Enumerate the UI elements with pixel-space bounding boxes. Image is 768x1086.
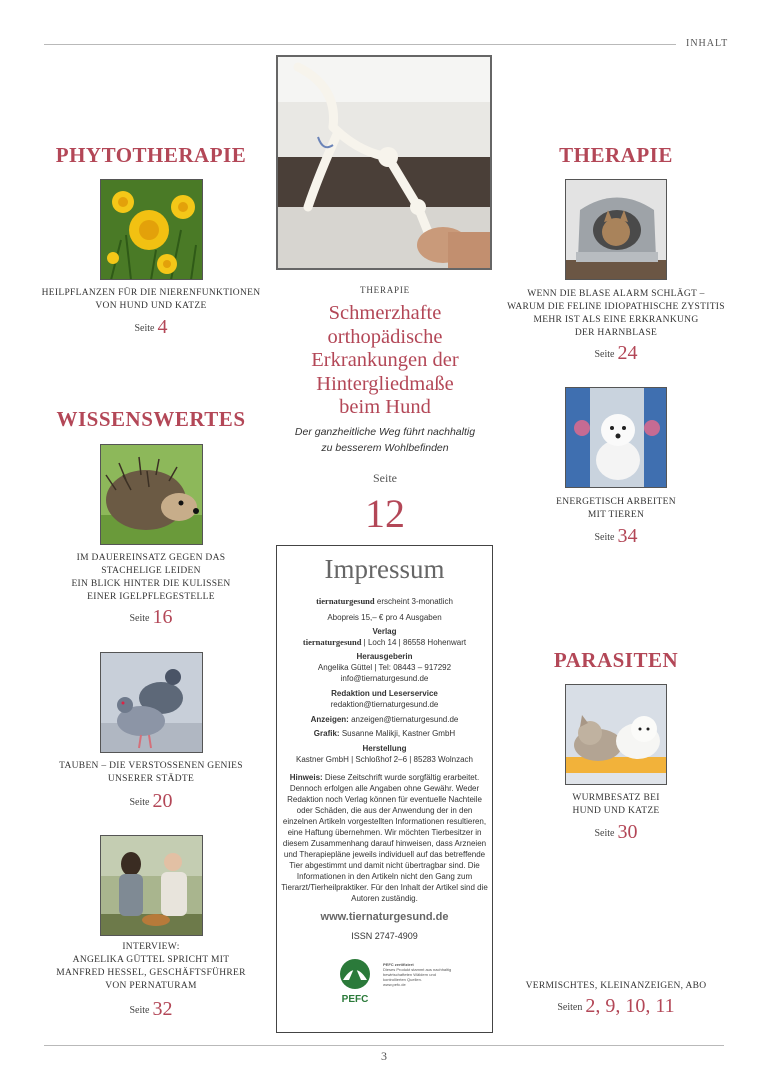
cat-and-puppy-photo (565, 684, 667, 785)
caption-vermischtes: VERMISCHTES, KLEINANZEIGEN, ABO (525, 981, 707, 991)
hedgehog-photo (100, 444, 203, 545)
cat-litterbox-photo (565, 179, 667, 280)
caption-interview: INTERVIEW: ANGELIKA GÜTTEL SPRICHT MIT MANFRED HESSEL, GESCHÄFTSFÜHRER VON PERNATURAM (56, 942, 246, 991)
heading-wissenswertes: WISSENSWERTES (56, 407, 246, 431)
page-ref-34[interactable]: 34 (617, 525, 638, 547)
caption-energetisch: ENERGETISCH ARBEITEN MIT TIEREN (556, 497, 676, 520)
caption-heilpflanzen: HEILPFLANZEN FÜR DIE NIERENFUNKTIONEN VON HUND UND KATZE (41, 288, 261, 311)
seite-igel: Seite 16 (129, 606, 173, 628)
main-seite-label: Seite (373, 471, 397, 485)
caption-blase: WENN DIE BLASE ALARM SCHLÄGT – WARUM DIE FELINE IDIOPATHISCHE ZYSTITIS MEHR IST ALS EINE ERKRANKUNG DER HARNBLASE (507, 289, 725, 338)
imp-redaktion-email[interactable]: redaktion@tiernaturgesund.de (330, 700, 439, 709)
imp-abopreis: Abopreis 15,– € pro 4 Ausgaben (327, 613, 442, 622)
impressum-box (276, 545, 493, 1033)
heading-therapie: THERAPIE (559, 143, 673, 167)
svg-text:PEFC: PEFC (341, 994, 369, 1005)
white-dog-photo (565, 387, 667, 488)
caption-igel: IM DAUEREINSATZ GEGEN DAS STACHELIGE LEIDEN EIN BLICK HINTER DIE KULISSEN EINER IGELPFLEGESTELLE (71, 553, 231, 602)
footer-rule (44, 1045, 724, 1046)
imp-redaktion-head: Redaktion und Leserservice (331, 689, 438, 698)
imp-verlag-head: Verlag (372, 627, 397, 636)
pigeons-photo (100, 652, 203, 753)
imp-herausgeberin-head: Herausgeberin (356, 652, 413, 661)
seite-interview: Seite 32 (129, 998, 173, 1020)
imp-herausgeberin-line: Angelika Güttel | Tel: 08443 – 917292 (317, 663, 452, 672)
page-ref-12[interactable]: 12 (365, 491, 405, 536)
imp-website-link[interactable]: www.tiernaturgesund.de (320, 911, 449, 923)
main-article-subtitle: Der ganzheitliche Weg führt nachhaltig zu besserem Wohlbefinden (294, 426, 476, 454)
page-ref-32[interactable]: 32 (152, 998, 173, 1020)
page-ref-30[interactable]: 30 (617, 821, 638, 843)
caption-wurmbesatz: WURMBESATZ BEI HUND UND KATZE (572, 793, 660, 816)
seite-vermischtes: Seiten 2, 9, 10, 11 (557, 995, 675, 1017)
header-rule (44, 44, 676, 45)
seite-energetisch: Seite 34 (594, 525, 638, 547)
seite-blase: Seite 24 (594, 342, 638, 364)
page-ref-24[interactable]: 24 (617, 342, 638, 364)
page-ref-20[interactable]: 20 (152, 790, 173, 812)
main-article-label: THERAPIE (360, 285, 410, 295)
seite-heilpflanzen: Seite 4 (134, 316, 168, 338)
imp-anzeigen: Anzeigen: anzeigen@tiernaturgesund.de (310, 715, 459, 724)
page-number: 3 (381, 1049, 387, 1063)
heading-parasiten: PARASITEN (553, 648, 679, 672)
caption-tauben: TAUBEN – DIE VERSTOSSENEN GENIES UNSERER STÄDTE (59, 761, 243, 784)
imp-herstellung-line: Kastner GmbH | Schloßhof 2–6 | 85283 Wolnzach (296, 755, 473, 764)
main-article-title[interactable]: Schmerzhafte orthopädische Erkrankungen der Hintergliedmaße beim Hund (311, 302, 459, 418)
pefc-logo-icon (335, 956, 375, 1008)
imp-hinweis: Hinweis: Diese Zeitschrift wurde sorgfältig erarbeitet. Dennoch erfolgen alle Angaben ohne Gewähr. Weder Redaktion noch Verlag können für eventuelle Nachteile oder Schäden, die aus der Anwendung der in den einzelnen Artikeln vorgestellten Informationen resultieren, eine Haftung übernehmen. Wir möchten Tierbesitzer in diesem Zusammenhang darauf hinweisen, dass Arzneien und Therapiepläne jeweils individuell auf das betreffende Tier abgestimmt und damit nicht übertragbar sind. Die Informationen in den Artikeln nicht den Gang zum Tierarzt/Tierheilpraktiker. Für den Inhalt der Artikel sind die Autoren zuständig. (281, 773, 488, 903)
dandelion-photo (100, 179, 203, 280)
skeleton-photo (276, 55, 492, 270)
page-ref-4[interactable]: 4 (157, 316, 168, 338)
page-refs-vermischtes[interactable]: 2, 9, 10, 11 (585, 995, 675, 1017)
seite-wurmbesatz: Seite 30 (594, 821, 638, 843)
pefc-text: PEFC zertifiziert Dieses Produkt stammt aus nachhaltig bewirtschafteten Wäldern und kontrollierten Quellen. www.pefc.de (383, 962, 452, 987)
interview-photo (100, 835, 203, 936)
imp-verlag-line: tiernaturgesund | Loch 14 | 86558 Hohenwart (302, 637, 467, 647)
imp-herstellung-head: Herstellung (362, 744, 407, 753)
seite-tauben: Seite 20 (129, 790, 173, 812)
page-ref-16[interactable]: 16 (152, 606, 173, 628)
section-label: INHALT (686, 38, 729, 49)
imp-grafik: Grafik: Susanne Malikji, Kastner GmbH (313, 729, 456, 738)
heading-phytotherapie: PHYTOTHERAPIE (55, 143, 247, 167)
imp-erscheint: tiernaturgesund erscheint 3-monatlich (316, 596, 453, 606)
imp-issn: ISSN 2747-4909 (351, 931, 418, 941)
impressum-title: Impressum (324, 554, 445, 584)
imp-email[interactable]: info@tiernaturgesund.de (340, 674, 429, 683)
